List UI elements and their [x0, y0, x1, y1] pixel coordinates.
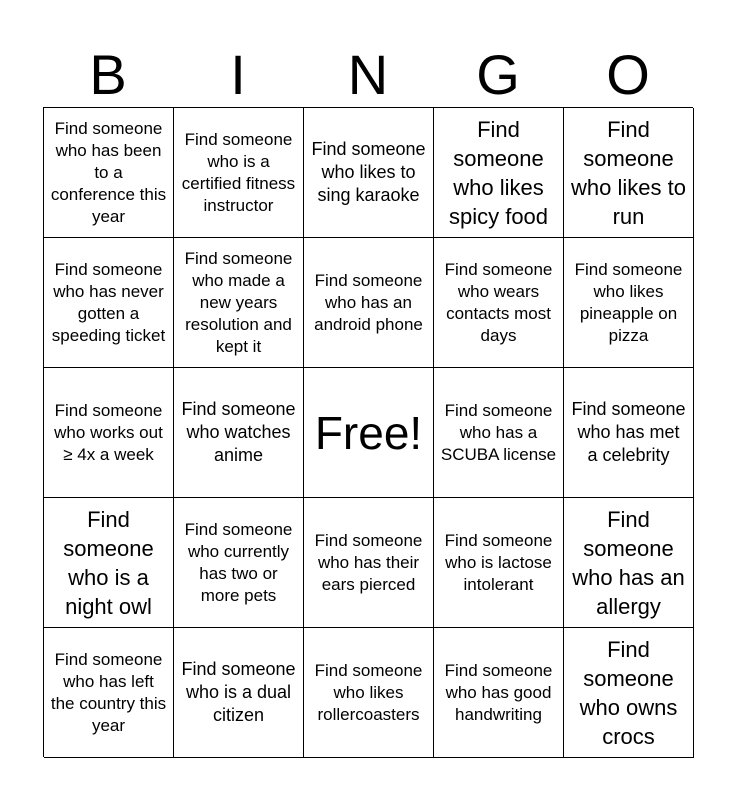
header-letter-g: G — [476, 43, 520, 106]
bingo-cell[interactable]: Find someone who is a night owl — [44, 498, 174, 628]
bingo-cell[interactable]: Find someone who has their ears pierced — [304, 498, 434, 628]
bingo-cell[interactable]: Find someone who is a certified fitness instructor — [174, 108, 304, 238]
header-letter-o: O — [606, 43, 650, 106]
bingo-cell[interactable]: Find someone who wears contacts most days — [434, 238, 564, 368]
free-space[interactable]: Free! — [304, 368, 434, 498]
bingo-cell[interactable]: Find someone who likes to run — [564, 108, 694, 238]
bingo-cell[interactable]: Find someone who has never gotten a speeding ticket — [44, 238, 174, 368]
bingo-cell[interactable]: Find someone who likes pineapple on pizza — [564, 238, 694, 368]
bingo-cell[interactable]: Find someone who has good handwriting — [434, 628, 564, 758]
bingo-cell[interactable]: Find someone who likes to sing karaoke — [304, 108, 434, 238]
bingo-cell[interactable]: Find someone who watches anime — [174, 368, 304, 498]
bingo-board — [43, 107, 693, 757]
bingo-cell[interactable]: Find someone who has an android phone — [304, 238, 434, 368]
bingo-cell[interactable]: Find someone who has been to a conference this year — [44, 108, 174, 238]
bingo-cell[interactable]: Find someone who has a SCUBA license — [434, 368, 564, 498]
header-letter-b: B — [89, 43, 127, 106]
bingo-cell[interactable]: Find someone who currently has two or more pets — [174, 498, 304, 628]
header-letter-n: N — [347, 43, 389, 106]
bingo-cell[interactable]: Find someone who has left the country this year — [44, 628, 174, 758]
bingo-cell[interactable]: Find someone who likes rollercoasters — [304, 628, 434, 758]
bingo-cell[interactable]: Find someone who owns crocs — [564, 628, 694, 758]
bingo-cell[interactable]: Find someone who has an allergy — [564, 498, 694, 628]
bingo-cell[interactable]: Find someone who made a new years resolution and kept it — [174, 238, 304, 368]
header-letter-i: I — [230, 43, 246, 106]
bingo-cell[interactable]: Find someone who is a dual citizen — [174, 628, 304, 758]
bingo-cell[interactable]: Find someone who has met a celebrity — [564, 368, 694, 498]
bingo-cell[interactable]: Find someone who likes spicy food — [434, 108, 564, 238]
bingo-cell[interactable]: Find someone who is lactose intolerant — [434, 498, 564, 628]
bingo-cell[interactable]: Find someone who works out ≥ 4x a week — [44, 368, 174, 498]
bingo-header — [43, 44, 693, 106]
